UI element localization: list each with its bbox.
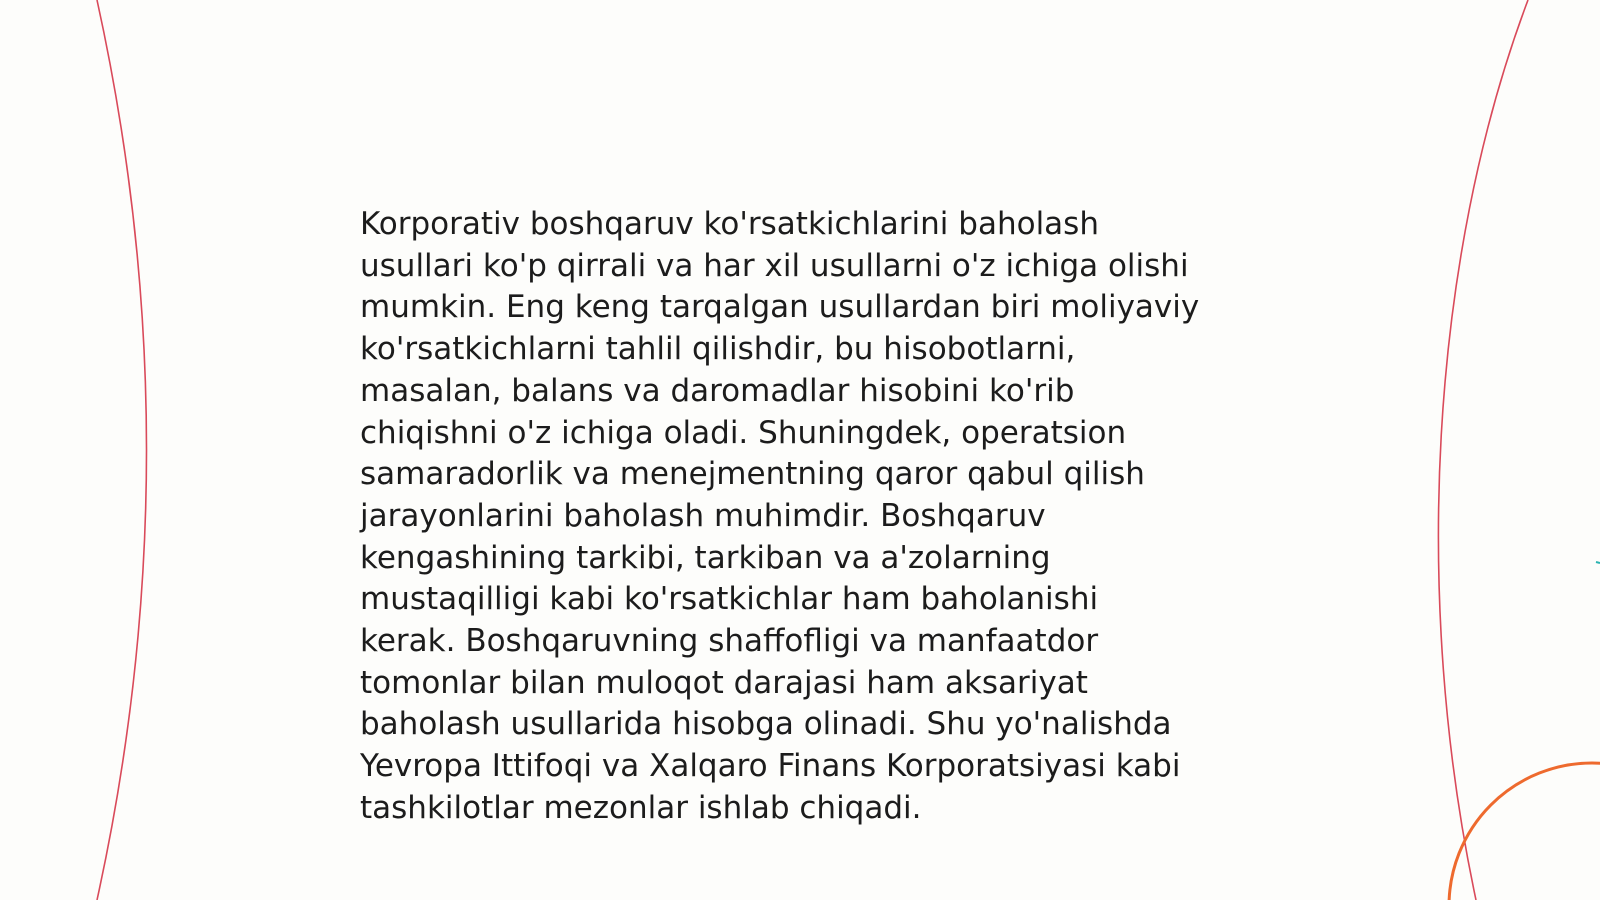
paragraph-line: samaradorlik va menejmentning qaror qabul qilish xyxy=(360,456,1145,493)
paragraph-line: tomonlar bilan muloqot darajasi ham aksariyat xyxy=(360,664,1088,701)
paragraph-line: usullari ko'p qirrali va har xil usullarni o'z ichiga olishi xyxy=(360,247,1189,284)
paragraph-line: mumkin. Eng keng tarqalgan usullardan biri moliyaviy xyxy=(360,289,1200,326)
paragraph-line: kerak. Boshqaruvning shaffofligi va manfaatdor xyxy=(360,623,1099,660)
paragraph-line: masalan, balans va daromadlar hisobini ko'rib xyxy=(360,372,1075,409)
paragraph-line: Korporativ boshqaruv ko'rsatkichlarini baholash xyxy=(360,206,1099,242)
paragraph-line: mustaqilligi kabi ko'rsatkichlar ham baholanishi xyxy=(360,581,1099,618)
paragraph-line: baholash usullarida hisobga olinadi. Shu yo'nalishda xyxy=(360,706,1172,743)
teal-accent-mark xyxy=(1596,562,1600,563)
paragraph-line: Yevropa Ittifoqi va Xalqaro Finans Korporatsiyasi kabi xyxy=(360,748,1181,785)
paragraph-line: jarayonlarini baholash muhimdir. Boshqaruv xyxy=(360,497,1046,534)
body-paragraph xyxy=(360,204,1260,830)
paragraph-line: kengashining tarkibi, tarkiban va a'zolarning xyxy=(360,539,1051,576)
right-arc-line xyxy=(1438,0,1528,900)
left-arc-line xyxy=(97,0,147,900)
paragraph-line: ko'rsatkichlarni tahlil qilishdir, bu hisobotlarni, xyxy=(360,331,1076,368)
paragraph-line: chiqishni o'z ichiga oladi. Shuningdek, operatsion xyxy=(360,414,1127,451)
paragraph-line: tashkilotlar mezonlar ishlab chiqadi. xyxy=(360,789,922,826)
